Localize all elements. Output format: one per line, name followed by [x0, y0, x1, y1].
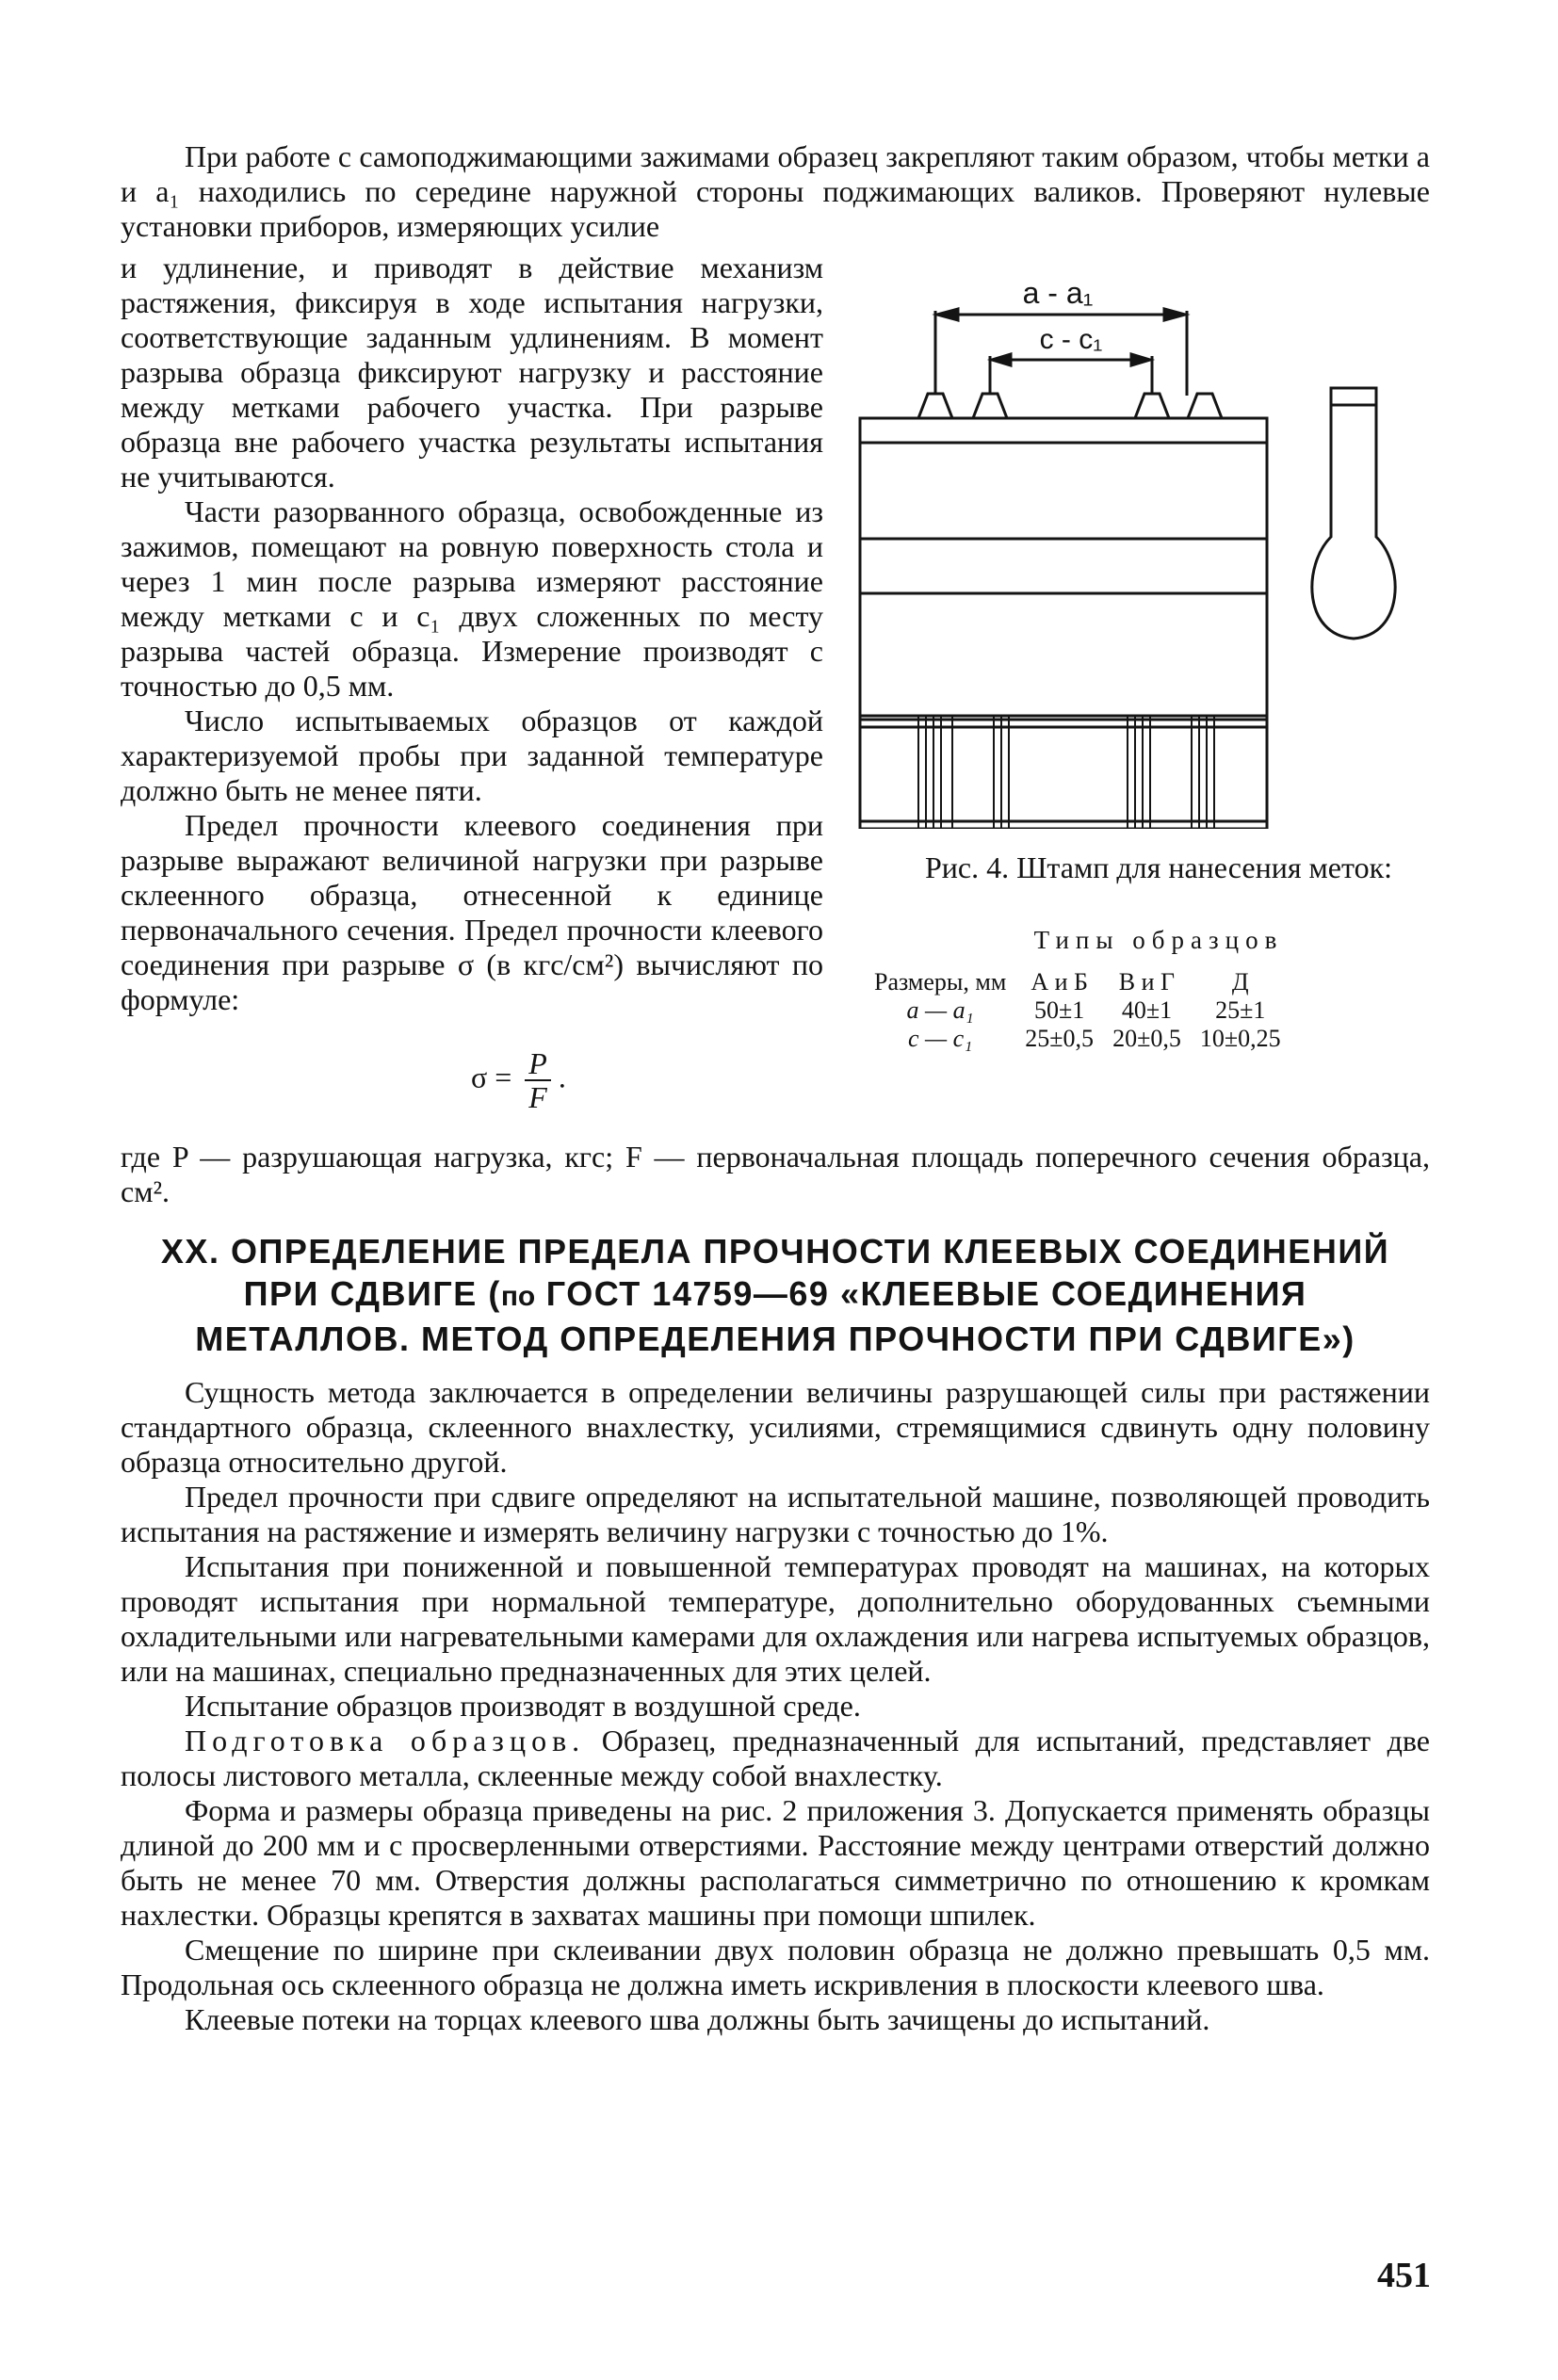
table-header: А и Б [1031, 968, 1088, 996]
heading-line: XX. ОПРЕДЕЛЕНИЕ ПРЕДЕЛА ПРОЧНОСТИ КЛЕЕВЫХ СОЕДИНЕНИЙ [160, 1232, 1390, 1271]
prep-title: Подготовка образцов. [185, 1724, 586, 1757]
paragraph: Форма и размеры образца приведены на рис. 2 приложения 3. Допускается применять образцы длиной до 200 мм и с просверленными отверстиями. Расстояние между центрами отверстий должно быть не менее 70 мм. Отверстия должны располагаться симметрично по отношению к кромкам нахлестки. Образцы крепятся в захватах машины при помощи шпилек. [121, 1793, 1430, 1932]
figure-caption: Рис. 4. Штамп для нанесения меток: [925, 850, 1392, 884]
paragraph: и удлинение, и приводят в действие механизм растяжения, фиксируя в ходе испытания нагрузки, соответствующие заданным удлинениям. В момент разрыва образца фиксируют нагрузку и расстояние между метками рабочего участка. При разрыве образца вне рабочего участка результаты испытания не учитываются. [121, 251, 823, 494]
formula-numerator: P [525, 1047, 551, 1081]
dimensions-table [874, 968, 1290, 1053]
formula-tail: . [558, 1060, 566, 1094]
paragraph: Сущность метода заключается в определении величины разрушающей силы при растяжении стандартного образца, склеенного внахлестку, усилиями, стремящимися сдвинуть одну половину образца относительно другой. [121, 1375, 1430, 1479]
heading-fragment: ГОСТ 14759—69 «КЛЕЕВЫЕ СОЕДИНЕНИЯ [535, 1274, 1307, 1313]
paragraph-prep [121, 1724, 1430, 1793]
table-cell: 10±0,25 [1199, 1025, 1281, 1052]
paragraph: Испытания при пониженной и повышенной температурах проводят на машинах, на которых проводят испытания при нормальной температуре, дополнительно оборудованных съемными охладительными или нагревательными камерами для охлаждения или нагрева испытуемых образцов, или на машинах, специально предназначенных для этих целей. [121, 1549, 1430, 1688]
formula-fraction [525, 1047, 551, 1113]
paragraph: Смещение по ширине при склеивании двух половин образца не должно превышать 0,5 мм. Продольная ось склеенного образца не должна иметь искривления в плоскости клеевого шва. [121, 1933, 1430, 2001]
paragraph: Испытание образцов производят в воздушной среде. [185, 1689, 861, 1723]
intro-paragraph: При работе с самоподжимающими зажимами образец закрепляют таким образом, чтобы метки a и a₁ находились по середине наружной стороны поджимающих валиков. Проверяют нулевые установки приборов, измеряющих усилие [121, 139, 1430, 243]
formula-denominator: F [528, 1080, 547, 1114]
types-title: Типы образцов [1033, 926, 1284, 954]
table-header: В и Г [1118, 968, 1176, 996]
page-number: 451 [1377, 2256, 1431, 2295]
table-row [874, 1025, 1290, 1053]
heading-fragment: по [500, 1281, 536, 1312]
heading-fragment: ПРИ СДВИГЕ ( [243, 1274, 501, 1313]
table-cell: 40±1 [1121, 996, 1173, 1024]
table-cell: 25±0,5 [1025, 1025, 1095, 1052]
paragraph: Предел прочности клеевого соединения при разрыве выражают величиной нагрузки при разрыве склеенного образца, отнесенной к единице первоначального сечения. Предел прочности клеевого соединения при разрыве σ (в кгс/см²) вычисляют по формуле: [121, 808, 823, 1016]
formula [471, 1047, 566, 1113]
table-cell: c — c₁ [908, 1025, 973, 1052]
prep-text: Образец, предназначенный для испытаний, представляет две полосы листового металла, склеенные между собой внахлестку. [121, 1724, 1431, 1792]
table-cell: 20±0,5 [1112, 1025, 1181, 1052]
figure-stamp [852, 283, 1455, 829]
table-header-row [874, 968, 1290, 996]
stamp-drawing [852, 283, 1455, 829]
paragraph: Предел прочности при сдвиге определяют на испытательной машине, позволяющей проводить испытания на растяжение и измерять величину нагрузки с точностью до 1%. [121, 1480, 1430, 1548]
table-cell: a — a₁ [906, 996, 974, 1024]
left-column [121, 251, 823, 1017]
table-cell: 50±1 [1034, 996, 1085, 1024]
formula-lhs: σ = [471, 1060, 512, 1094]
section-body [121, 1375, 1430, 2037]
table-row [874, 996, 1290, 1025]
table-cell: 25±1 [1215, 996, 1266, 1024]
label-outer: a - a₁ [1022, 283, 1094, 310]
section-heading [121, 1230, 1430, 1360]
formula-explanation: где P — разрушающая нагрузка, кгс; F — первоначальная площадь поперечного сечения образца, см². [121, 1140, 1430, 1208]
paragraph: Части разорванного образца, освобожденные из зажимов, помещают на ровную поверхность стола и через 1 мин после разрыва измеряют расстояние между метками c и c₁ двух сложенных по месту разрыва частей образца. Измерение производят с точностью до 0,5 мм. [121, 494, 823, 703]
heading-line: МЕТАЛЛОВ. МЕТОД ОПРЕДЕЛЕНИЯ ПРОЧНОСТИ ПРИ СДВИГЕ») [195, 1320, 1355, 1358]
paragraph: Число испытываемых образцов от каждой характеризуемой пробы при заданной температуре должно быть не менее пяти. [121, 704, 823, 807]
label-inner: c - c₁ [1039, 324, 1103, 355]
heading-line [121, 1272, 1430, 1318]
paragraph: Клеевые потеки на торцах клеевого шва должны быть зачищены до испытаний. [185, 2002, 1210, 2036]
table-header: Д [1231, 968, 1249, 996]
table-header: Размеры, мм [874, 968, 1007, 996]
